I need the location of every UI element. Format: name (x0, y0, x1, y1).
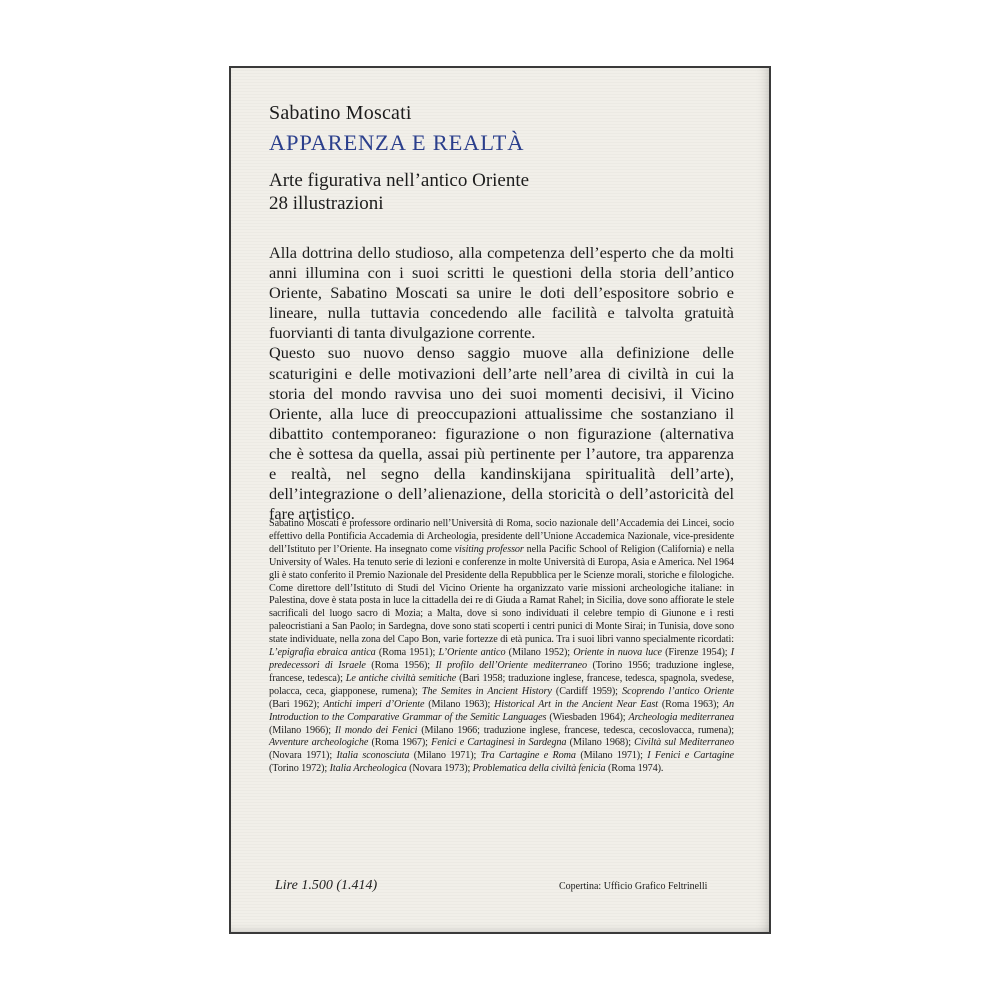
book-title-reference: Historical Art in the Ancient Near East (494, 698, 659, 710)
book-subtitle (269, 169, 529, 215)
bio-text: (Bari 1958; traduzione inglese, francese, tedesca, spagnola, svedese, polacca, ceca, giapponese, rumena); (269, 672, 734, 697)
bio-text: (Cardiff 1959); (551, 685, 623, 697)
book-title-reference: Italia sconosciuta (336, 750, 410, 762)
bio-text: (Bari 1962); (269, 698, 324, 710)
bio-text: (Milano 1971); (409, 750, 481, 762)
book-title-reference: visiting professor (454, 543, 524, 555)
bio-text: (Wiesbaden 1964); (546, 711, 629, 723)
book-title-reference: Fenici e Cartaginesi in Sardegna (431, 737, 567, 749)
book-back-cover (229, 66, 771, 934)
book-title-reference: Antichi imperi d’Oriente (323, 698, 425, 710)
blurb-paragraph: Alla dottrina dello studioso, alla competenza dell’esperto che da molti anni illumina con i suoi scritti le questioni della storia dell’antico Oriente, Sabatino Moscati sa unire le doti dell’espositore sobrio e lineare, nulla tuttavia concedendo alle facilità e talvolta gratuità fuorvianti di tanta divulgazione corrente. (269, 243, 734, 343)
illustrations-count: 28 illustrazioni (269, 193, 384, 214)
book-title-reference: Archeologia mediterranea (628, 711, 734, 723)
bio-text: (Novara 1971); (269, 750, 337, 762)
book-title-reference: An Introduction to the Comparative Grammar of the Semitic Languages (269, 698, 734, 723)
bio-text: (Roma 1974). (605, 763, 664, 775)
book-title-reference: Problematica della civiltà fenicia (472, 763, 606, 775)
book-title-reference: L’Oriente antico (438, 647, 506, 659)
book-title: APPARENZA E REALTÀ (269, 130, 525, 155)
bio-text: (Torino 1972); (269, 763, 330, 775)
bio-text: (Milano 1952); (505, 647, 574, 659)
book-title-reference: The Semites in Ancient History (421, 685, 552, 697)
book-title-reference: Civiltà sul Mediterraneo (634, 737, 734, 749)
book-title-reference: Il profilo dell’Oriente mediterraneo (435, 659, 587, 671)
bio-text: (Roma 1967); (368, 737, 432, 749)
bio-text: (Torino 1956; traduzione inglese, francese, tedesca); (269, 659, 734, 684)
bio-text: (Milano 1971); (575, 750, 648, 762)
bio-text: (Roma 1956); (365, 659, 436, 671)
book-title-reference: Tra Cartagine e Roma (480, 750, 576, 762)
bio-text: Sabatino Moscati è professore ordinario nell’Università di Roma, socio nazionale dell’Accademia dei Lincei, socio effettivo della Pontificia Accademia di Archeologia, presidente dell’Unione Accademica Nazionale, vice-presidente dell’Istituto per l’Oriente. Ha insegnato come (269, 518, 734, 555)
book-title-reference: L’epigrafia ebraica antica (269, 647, 376, 659)
bio-text: (Milano 1968); (566, 737, 635, 749)
blurb-text (269, 243, 734, 524)
book-title-reference: I Fenici e Cartagine (647, 750, 734, 762)
bio-text: (Novara 1973); (406, 763, 473, 775)
bio-text: (Milano 1963); (424, 698, 495, 710)
book-title-reference: Italia Archeologica (329, 763, 407, 775)
bio-text: nella Pacific School of Religion (California) e nella University of Wales. Ha tenuto serie di lezioni e conferenze in molte Università di Europa, Asia e America. Nel 1964 gli è stato conferito il Premio Nazionale del Presidente della Repubblica per le Scienze morali, storiche e filologiche. Come direttore dell’Istituto di Studi del Vicino Oriente ha organizzato varie missioni archeologiche italiane: in Palestina, dove è stata posta in luce la cittadella dei re di Giuda a Ramat Rahel; in Sicilia, dove sono affiorate le stele sacrificali del luogo sacro di Mozia; a Malta, dove si sono individuati il celebre tempio di Giunone e i resti paleocristiani a San Paolo; in Sardegna, dove sono stati scoperti i centri punici di Monte Sirai; in Tunisia, dove sono state individuate, nella zona del Capo Bon, varie fortezze di età punica. Tra i suoi libri vanno specialmente ricordati: (269, 543, 734, 646)
book-title-reference: Il mondo dei Fenici (334, 724, 418, 736)
price-label: Lire 1.500 (1.414) (275, 878, 378, 893)
book-title-reference: Le antiche civiltà semitiche (345, 672, 457, 684)
book-title-reference: Avventure archeologiche (269, 737, 369, 749)
bio-text: (Milano 1966; traduzione inglese, francese, tedesca, cecoslovacca, rumena); (417, 724, 734, 736)
blurb-paragraph: Questo suo nuovo denso saggio muove alla definizione delle scaturigini e delle motivazioni dell’arte nell’area di civiltà in cui la storia del mondo ravvisa uno dei suoi momenti decisivi, il Vicino Oriente, alla luce di preoccupazioni attualissime che sostanziano il dibattito contemporaneo: figurazione o non figurazione (alternativa che è sottesa da quella, assai più pertinente per l’autore, tra apparenza e realtà, nel segno della kandinskijana spiritualità dell’arte), dell’integrazione o dell’alienazione, della storicità o dell’astoricità del fare artistico. (269, 343, 734, 524)
book-title-reference: Scoprendo l’antico Oriente (622, 685, 734, 697)
bio-text: (Milano 1966); (269, 724, 335, 736)
author-name: Sabatino Moscati (269, 102, 412, 124)
bio-text: (Roma 1951); (375, 647, 439, 659)
cover-credit: Copertina: Ufficio Grafico Feltrinelli (559, 881, 708, 892)
book-title-reference: Oriente in nuova luce (573, 647, 662, 659)
book-title-reference: I predecessori di Israele (269, 647, 734, 671)
bio-text: (Roma 1963); (658, 698, 723, 710)
author-biography (269, 518, 734, 776)
subtitle-line: Arte figurativa nell’antico Oriente (269, 170, 530, 191)
bio-text: (Firenze 1954); (661, 647, 731, 659)
